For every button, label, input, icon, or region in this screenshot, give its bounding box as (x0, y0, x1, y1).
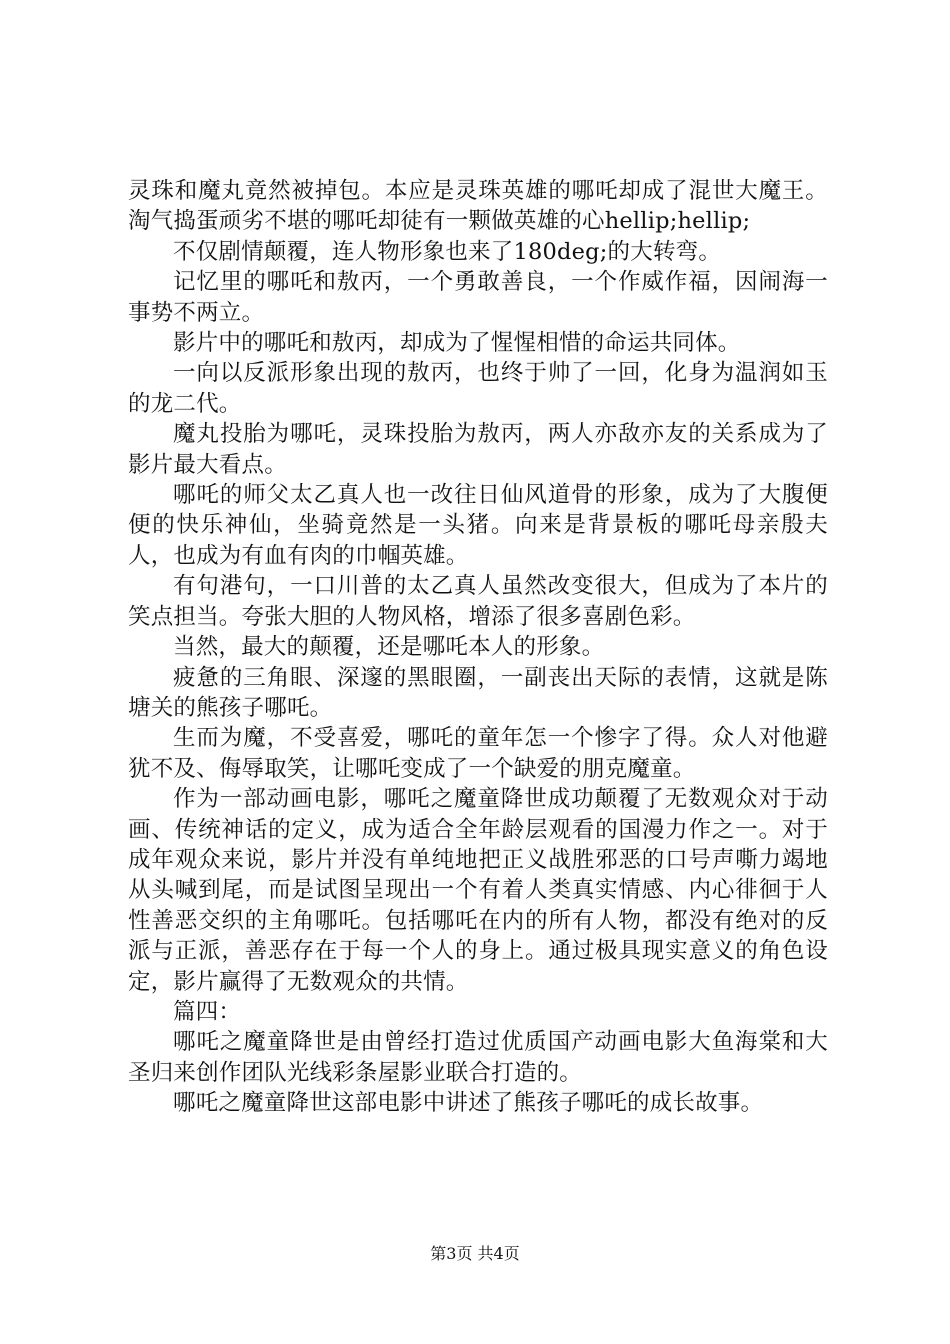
paragraph: 哪吒的师父太乙真人也一改往日仙风道骨的形象，成为了大腹便便的快乐神仙，坐骑竟然是一头猪。向来是背景板的哪吒母亲殷夫人，也成为有血有肉的巾帼英雄。 (128, 482, 828, 569)
document-body (128, 176, 828, 1119)
paragraph: 疲惫的三角眼、深邃的黑眼圈，一副丧出天际的表情，这就是陈塘关的熊孩子哪吒。 (128, 664, 828, 721)
paragraph: 影片中的哪吒和敖丙，却成为了惺惺相惜的命运共同体。 (173, 330, 741, 357)
paragraph: 当然，最大的颠覆，还是哪吒本人的形象。 (173, 634, 605, 661)
paragraph: 哪吒之魔童降世这部电影中讲述了熊孩子哪吒的成长故事。 (173, 1090, 764, 1117)
page-number-footer: 第3页 共4页 (430, 1244, 520, 1263)
section-heading: 篇四： (173, 998, 242, 1025)
paragraph: 作为一部动画电影，哪吒之魔童降世成功颠覆了无数观众对于动画、传统神话的定义，成为适合全年龄层观看的国漫力作之一。对于成年观众来说，影片并没有单纯地把正义战胜邪恶的口号声嘶力竭地从头喊到尾，而是试图呈现出一个有着人类真实情感、内心徘徊于人性善恶交织的主角哪吒。包括哪吒在内的所有人物，都没有绝对的反派与正派，善恶存在于每一个人的身上。通过极具现实意义的角色设定，影片赢得了无数观众的共情。 (128, 786, 828, 995)
paragraph: 记忆里的哪吒和敖丙，一个勇敢善良，一个作威作福，因闹海一事势不两立。 (128, 269, 828, 326)
paragraph: 灵珠和魔丸竟然被掉包。本应是灵珠英雄的哪吒却成了混世大魔王。淘气捣蛋顽劣不堪的哪吒却徒有一颗做英雄的心hellip;hellip; (128, 178, 828, 235)
paragraph: 魔丸投胎为哪吒，灵珠投胎为敖丙，两人亦敌亦友的关系成为了影片最大看点。 (128, 421, 828, 478)
paragraph: 生而为魔，不受喜爱，哪吒的童年怎一个惨字了得。众人对他避犹不及、侮辱取笑，让哪吒变成了一个缺爱的朋克魔童。 (128, 725, 828, 782)
paragraph: 不仅剧情颠覆，连人物形象也来了180deg;的大转弯。 (173, 238, 722, 265)
paragraph: 一向以反派形象出现的敖丙，也终于帅了一回，化身为温润如玉的龙二代。 (128, 360, 828, 417)
paragraph: 有句港句，一口川普的太乙真人虽然改变很大，但成为了本片的笑点担当。夸张大胆的人物风格，增添了很多喜剧色彩。 (128, 573, 828, 630)
paragraph: 哪吒之魔童降世是由曾经打造过优质国产动画电影大鱼海棠和大圣归来创作团队光线彩条屋影业联合打造的。 (128, 1029, 828, 1086)
